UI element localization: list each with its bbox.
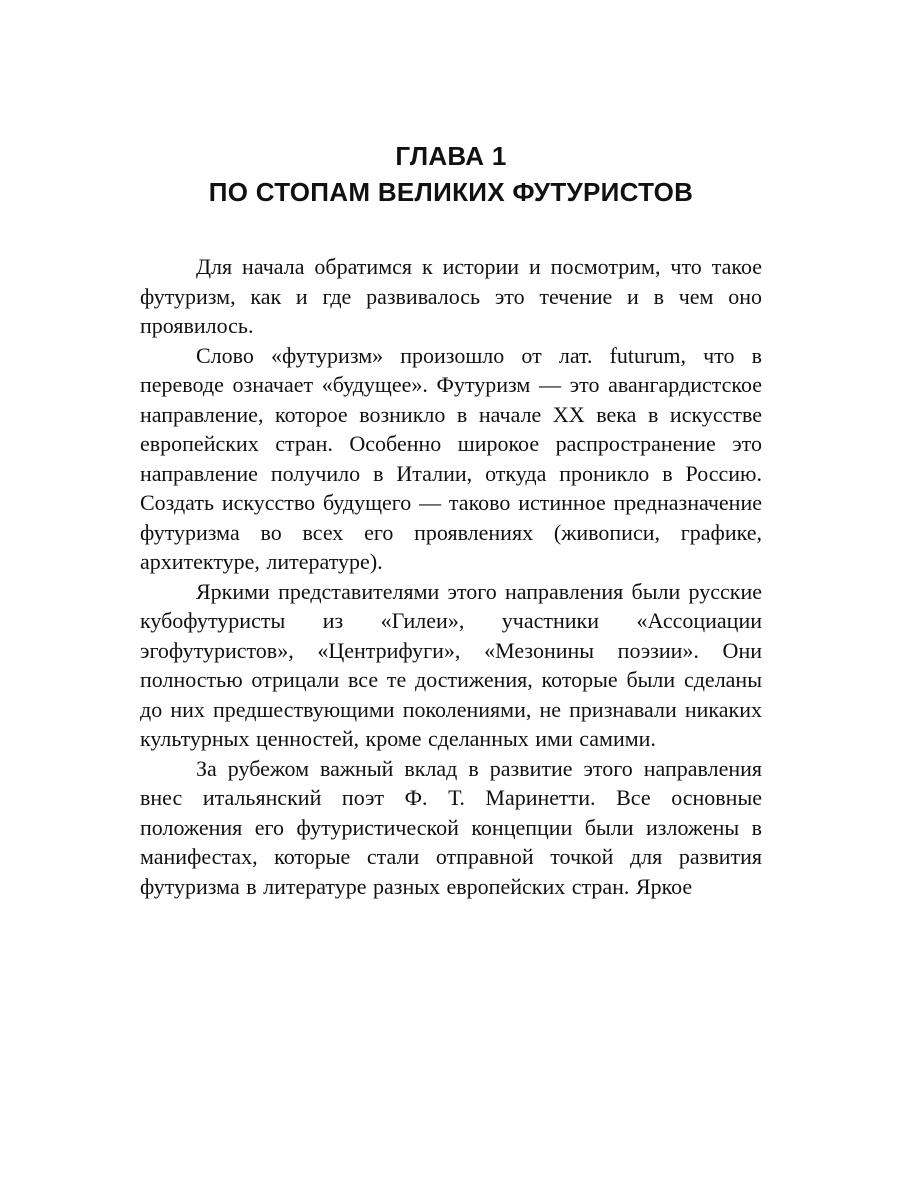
chapter-body [140, 252, 762, 901]
chapter-title: ПО СТОПАМ ВЕЛИКИХ ФУТУРИСТОВ [208, 177, 694, 207]
chapter-heading [140, 138, 762, 210]
paragraph-2: Слово «футуризм» произошло от лат. futurum, что в переводе означает «будущее». Футуризм — это авангардистское направление, которое возникло в начале XX века в искусстве европейских стран. Особенно широкое распространение это направление получило в Италии, откуда проникло в Россию. Создать искусство будущего — таково истинное предназначение футуризма во всех его проявлениях (живописи, графике, архитектуре, литературе). [140, 342, 762, 574]
chapter-number: ГЛАВА 1 [395, 141, 507, 171]
paragraph-1: Для начала обратимся к истории и посмотрим, что такое футуризм, как и где развивалось это течение и в чем оно проявилось. [140, 254, 762, 338]
paragraph-3: Яркими представителями этого направления были русские кубофутуристы из «Гилеи», участники «Ассоциации эгофутуристов», «Центрифуги», «Мезонины поэзии». Они полностью отрицали все те достижения, которые были сделаны до них предшествующими поколениями, не признавали никаких культурных ценностей, кроме сделанных ими самими. [140, 578, 762, 751]
paragraph-4: За рубежом важный вклад в развитие этого направления внес итальянский поэт Ф. Т. Маринетти. Все основные положения его футуристической концепции были изложены в манифестах, которые стали отправной точкой для развития футуризма в литературе разных европейских стран. Яркое [140, 755, 762, 899]
